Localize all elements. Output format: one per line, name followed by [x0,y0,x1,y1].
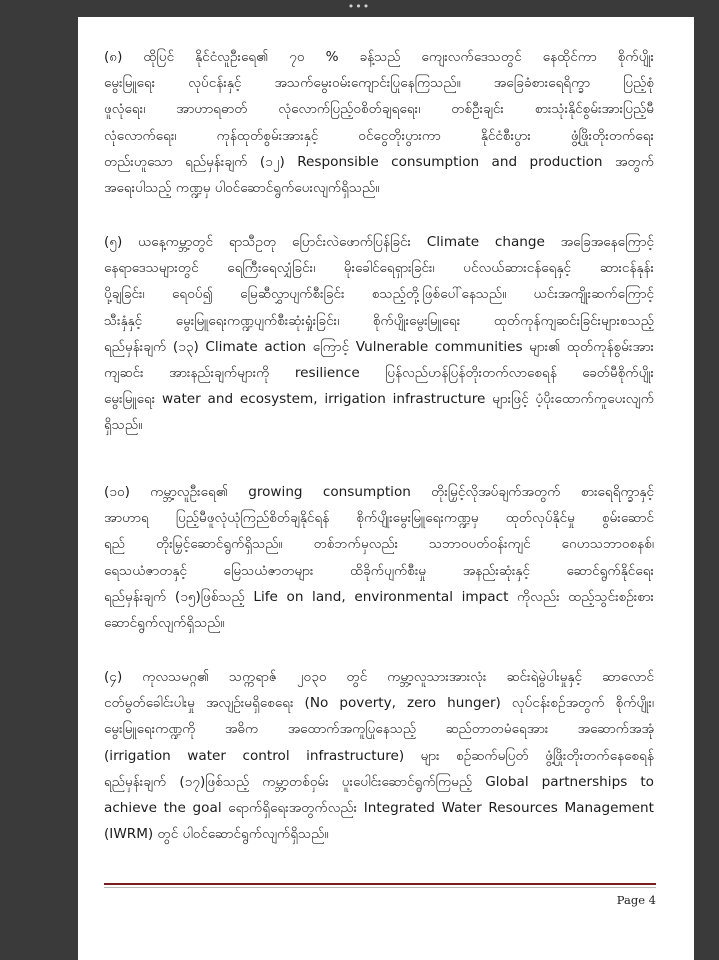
text-line: (irrigation water control infrastructure) များ စဉ်ဆက်မပြတ် ဖွံ့ဖြိုးတိုးတက်နေစေရန် [104,747,654,764]
text-line: (၁၀) ကမ္ဘာ့လူဦးရေ၏ growing consumption တိုးမြှင့်လိုအပ်ချက်အတွက် စားရေရိက္ခာနှင့် [104,484,654,500]
text-line: ဆောင်ရွက်လျက်ရှိသည်။ [104,614,225,631]
text-line: အာဟာရ ပြည့်မီဖူလုံယုံကြည်စိတ်ချနိုင်ရန် စိုက်ပျိုးမွေးမြူရေးကဏ္ဍမှ ထုတ်လုပ်နိုင်မှု စွမ်းဆောင် [104,510,654,527]
paragraph-1 [104,44,654,201]
text-line: သီးနှံနှင့် မွေးမြူရေးကဏ္ဍပျက်စီးဆုံးရှုံးခြင်း၊ စိုက်ပျိုးမွေးမြူရေး ထုတ်ကုန်ကျဆင်းခြင်းများစသည့် [104,312,654,329]
text-line: ရှိသည်။ [104,417,143,434]
text-line: ရည်မှန်းချက် (၁၇)ဖြစ်သည့် ကမ္ဘာ့တစ်ဝှမ်း ပူးပေါင်းဆောင်ရွက်ကြမည့် Global partnerships to [104,773,654,790]
footer-divider-thin [104,887,656,888]
text-line: (၅) ယနေ့ကမ္ဘာ့တွင် ရာသီဥတု ပြောင်းလဲဖောက်ပြန်ခြင်း Climate change အခြေအနေကြောင့် [104,234,654,250]
more-options-icon[interactable]: ••• [347,0,371,13]
document-page [78,17,694,960]
text-line: လုံလောက်ရေး၊ ကုန်ထုတ်စွမ်းအားနှင့် ဝင်ငွေတိုးပွားကာ နိုင်ငံစီးပွား ဖွံ့ဖြိုးတိုးတက်ရေး [104,127,654,144]
text-line: မွေးမြူရေးကဏ္ဍကို အဓိက အထောက်အကူပြုနေသည့် ဆည်တာတမံရေအား အဆောက်အအုံ [104,721,654,738]
paragraph-4 [104,664,654,847]
top-bar [0,0,719,18]
text-line: မွေးမြူရေး water and ecosystem, irrigation infrastructure များဖြင့် ပံ့ပိုးထောက်ကူပေးလျက် [104,391,654,408]
paragraph-2 [104,229,654,439]
text-line: ဖူလုံရေး၊ အာဟာရဓာတ် လုံလောက်ပြည့်ဝစိတ်ချရရေး၊ တစ်ဦးချင်း စားသုံးနိုင်စွမ်းအားပြည့်မီ [104,101,654,118]
text-line: ရေသယံဇာတနှင့် မြေသယံဇာတများ ထိခိုက်ပျက်စီးမှု အနည်းဆုံးနှင့် ဆောင်ရွက်နိုင်ရေး [104,562,654,579]
text-line: ရည်မှန်းချက် (၁၃) Climate action ကြောင့် Vulnerable communities များ၏ ထုတ်ကုန်စွမ်းအား [104,338,654,355]
text-line: တည်းဟူသော ရည်မှန်းချက် (၁၂) Responsible consumption and production အတွက် [104,153,654,170]
text-line: အရေးပါသည့် ကဏ္ဍမှ ပါဝင်ဆောင်ရွက်ပေးလျက်ရှိသည်။ [104,179,380,196]
text-line: (IWRM) တွင် ပါဝင်ဆောင်ရွက်လျက်ရှိသည်။ [104,826,329,843]
footer-divider [104,883,656,885]
page-number: Page 4 [616,893,656,907]
text-line: နေရာဒေသများတွင် ရေကြီးရေလျှံခြင်း၊ မိုးခေါင်ရေရှားခြင်း၊ ပင်လယ်ဆားငန်ရေနှင့် ဆားငန်နုန်း [104,260,654,277]
paragraph-3 [104,479,654,636]
text-line: ကျဆင်း အားနည်းချက်များကို resilience ပြန်လည်ဟန်ပြန်တိုးတက်လာစေရန် ခေတ်မီစိုက်ပျိုး [104,364,654,381]
text-line: ပို့ချခြင်း၊ ရေဝပ်၍ မြေဆီလွှာပျက်စီးခြင်း စသည့်တို့ဖြစ်ပေါ်နေသည်။ ယင်းအကျိုးဆက်ကြောင့် [104,286,654,303]
text-line: (၄) ကုလသမဂ္ဂ၏ သက္ကရာဇ် ၂၀၃၀ တွင် ကမ္ဘာ့လူသားအားလုံး ဆင်းရဲမွဲပါးမှုနှင့် ဆာလောင် [104,669,654,685]
text-line: ရည် တိုးမြှင့်ဆောင်ရွက်ရှိသည်။ တစ်ဘက်မှလည်း သဘာဝပတ်ဝန်းကျင် ဂေဟသဘာဝစနစ်၊ [104,536,654,553]
text-line: ငတ်မွတ်ခေါင်းပါးမှု အလျဉ်းမရှိစေရေး (No poverty, zero hunger) လုပ်ငန်းစဉ်အတွက် စိုက်ပျိုး၊ [104,695,654,712]
text-line: achieve the goal ရောက်ရှိရေးအတွက်လည်း Integrated Water Resources Management [104,799,654,816]
text-line: (၈) ထိုပြင် နိုင်ငံလူဦးရေ၏ ၇၀ % ခန့်သည် ကျေးလက်ဒေသတွင် နေထိုင်ကာ စိုက်ပျိုး [104,49,654,65]
text-line: မွေးမြူရေး လုပ်ငန်းနှင့် အသက်မွေးဝမ်းကျောင်းပြုနေကြသည်။ အခြေခံစားရေရိက္ခာ ပြည့်စုံ [104,75,654,92]
text-line: ရည်မှန်းချက် (၁၅)ဖြစ်သည့် Life on land, environmental impact ကိုလည်း ထည့်သွင်းစဉ်းစား [104,588,654,605]
